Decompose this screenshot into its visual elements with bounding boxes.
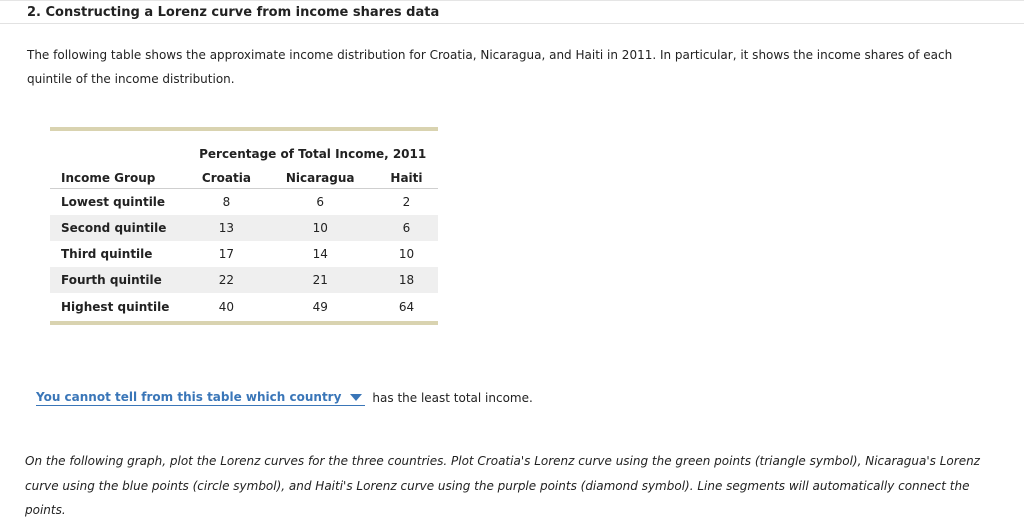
column-header-income-group: Income Group xyxy=(50,165,187,189)
heading-divider xyxy=(0,23,1024,24)
table-row xyxy=(50,215,438,241)
column-header-nicaragua: Nicaragua xyxy=(266,165,375,189)
row-group-label: Second quintile xyxy=(50,215,187,241)
country-dropdown[interactable] xyxy=(36,390,365,406)
header-spacer xyxy=(50,131,187,165)
cell-croatia: 8 xyxy=(222,195,231,209)
dropdown-arrow-icon[interactable] xyxy=(350,394,362,401)
table-row xyxy=(50,189,438,216)
row-group-label: Third quintile xyxy=(61,247,153,261)
cell-haiti: 18 xyxy=(375,267,438,293)
dropdown-selected-value: You cannot tell from this table which country xyxy=(36,390,342,404)
column-header-croatia: Croatia xyxy=(187,165,265,189)
income-table xyxy=(50,127,438,325)
table-super-header: Percentage of Total Income, 2011 xyxy=(199,147,427,161)
cell-haiti: 10 xyxy=(398,247,415,261)
cell-nicaragua: 14 xyxy=(312,247,328,261)
cell-nicaragua: 21 xyxy=(266,267,375,293)
table-row xyxy=(50,293,438,321)
column-header-haiti: Haiti xyxy=(375,165,438,189)
cell-haiti: 2 xyxy=(402,195,411,209)
top-border xyxy=(0,0,1024,1)
row-group-label: Highest quintile xyxy=(61,300,170,314)
cell-croatia: 40 xyxy=(218,300,235,314)
intro-paragraph: The following table shows the approximate income distribution for Croatia, Nicaragua, and Haiti in 2011. In particular, it shows the income shares of each quintile of the income distribution. xyxy=(27,48,953,86)
row-group-label: Lowest quintile xyxy=(61,195,166,209)
answer-suffix: has the least total income. xyxy=(372,391,533,405)
question-heading: 2. Constructing a Lorenz curve from income shares data xyxy=(27,5,440,20)
cell-croatia: 13 xyxy=(187,215,265,241)
cell-croatia: 17 xyxy=(218,247,235,261)
cell-nicaragua: 10 xyxy=(266,215,375,241)
table-row xyxy=(50,267,438,293)
cell-haiti: 64 xyxy=(398,300,415,314)
cell-nicaragua: 6 xyxy=(316,195,325,209)
cell-croatia: 22 xyxy=(187,267,265,293)
table-bottom-rule xyxy=(50,321,438,325)
row-group-label: Fourth quintile xyxy=(50,267,187,293)
cell-nicaragua: 49 xyxy=(312,300,328,314)
table-row xyxy=(50,241,438,267)
graph-instructions: On the following graph, plot the Lorenz curves for the three countries. Plot Croatia's Lorenz curve using the green points (triangle symbol), Nicaragua's Lorenz curve using the blue points (circle symbol), and Haiti's Lorenz curve using the purple points (diamond symbol). Line segments will automatically connect the points. xyxy=(25,454,980,517)
answer-sentence xyxy=(36,390,533,406)
cell-haiti: 6 xyxy=(375,215,438,241)
